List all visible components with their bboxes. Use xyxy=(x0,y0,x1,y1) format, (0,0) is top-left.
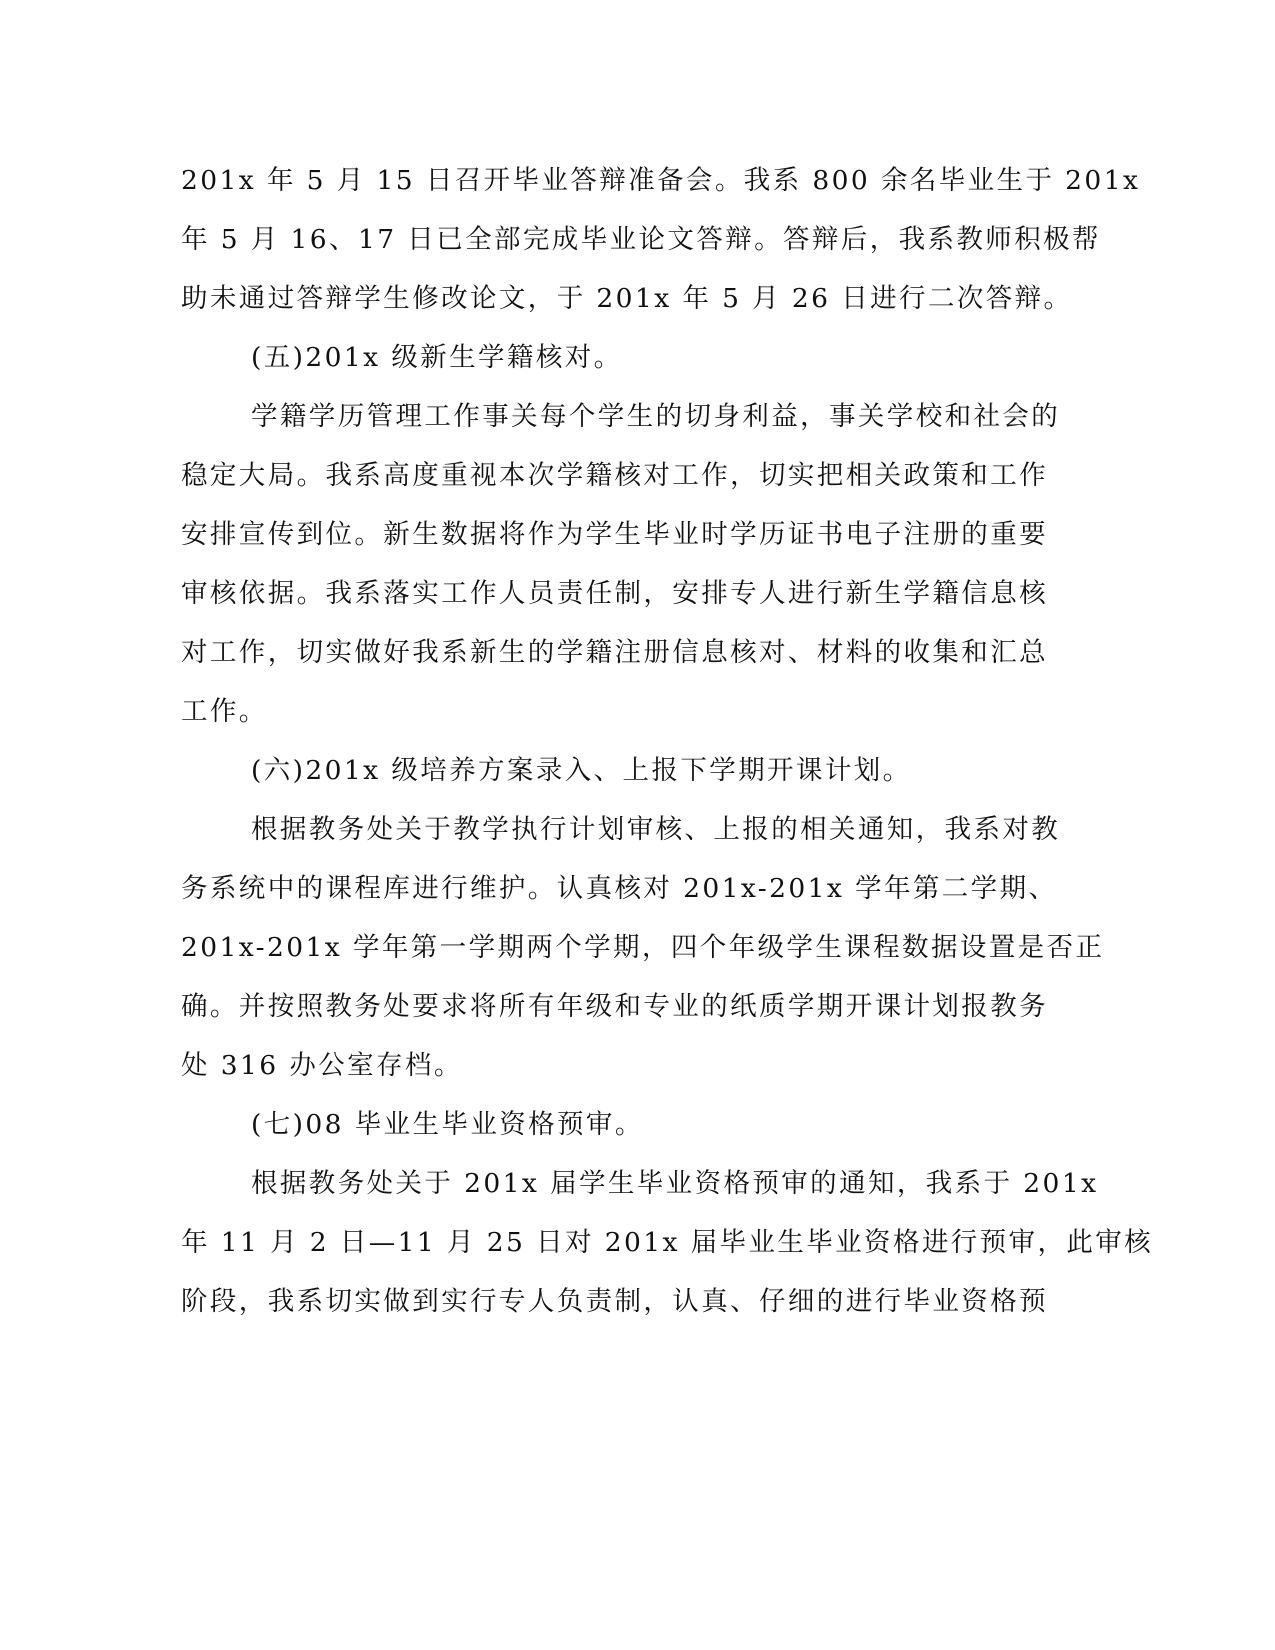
document-body xyxy=(181,151,1154,1331)
text-line: 学籍学历管理工作事关每个学生的切身利益，事关学校和社会的 xyxy=(251,401,1061,432)
text-line: 工作。 xyxy=(181,696,268,727)
text-line: 处 316 办公室存档。 xyxy=(181,1050,463,1081)
text-line: 稳定大局。我系高度重视本次学籍核对工作，切实把相关政策和工作 xyxy=(181,460,1048,491)
text-line: 阶段，我系切实做到实行专人负责制，认真、仔细的进行毕业资格预 xyxy=(181,1286,1048,1317)
text-line: 根据教务处关于 201x 届学生毕业资格预审的通知，我系于 201x xyxy=(251,1168,1099,1199)
text-line: 安排宣传到位。新生数据将作为学生毕业时学历证书电子注册的重要 xyxy=(181,519,1048,550)
text-line: 201x 年 5 月 15 日召开毕业答辩准备会。我系 800 余名毕业生于 201x xyxy=(181,165,1141,196)
section-heading: (七)08 毕业生毕业资格预审。 xyxy=(251,1109,644,1140)
section-heading: (五)201x 级新生学籍核对。 xyxy=(251,342,623,373)
text-line: 助未通过答辩学生修改论文，于 201x 年 5 月 26 日进行二次答辩。 xyxy=(181,283,1073,314)
text-line: 年 11 月 2 日—11 月 25 日对 201x 届毕业生毕业资格进行预审，此审核 xyxy=(181,1227,1154,1258)
text-line: 根据教务处关于教学执行计划审核、上报的相关通知，我系对教 xyxy=(251,814,1061,845)
text-line: 年 5 月 16、17 日已全部完成毕业论文答辩。答辩后，我系教师积极帮 xyxy=(181,224,1101,255)
text-line: 对工作，切实做好我系新生的学籍注册信息核对、材料的收集和汇总 xyxy=(181,637,1048,668)
text-line: 确。并按照教务处要求将所有年级和专业的纸质学期开课计划报教务 xyxy=(181,991,1048,1022)
section-heading: (六)201x 级培养方案录入、上报下学期开课计划。 xyxy=(251,755,912,786)
text-line: 201x-201x 学年第一学期两个学期，四个年级学生课程数据设置是否正 xyxy=(181,932,1105,963)
text-line: 审核依据。我系落实工作人员责任制，安排专人进行新生学籍信息核 xyxy=(181,578,1048,609)
text-line: 务系统中的课程库进行维护。认真核对 201x-201x 学年第二学期、 xyxy=(181,873,1058,904)
